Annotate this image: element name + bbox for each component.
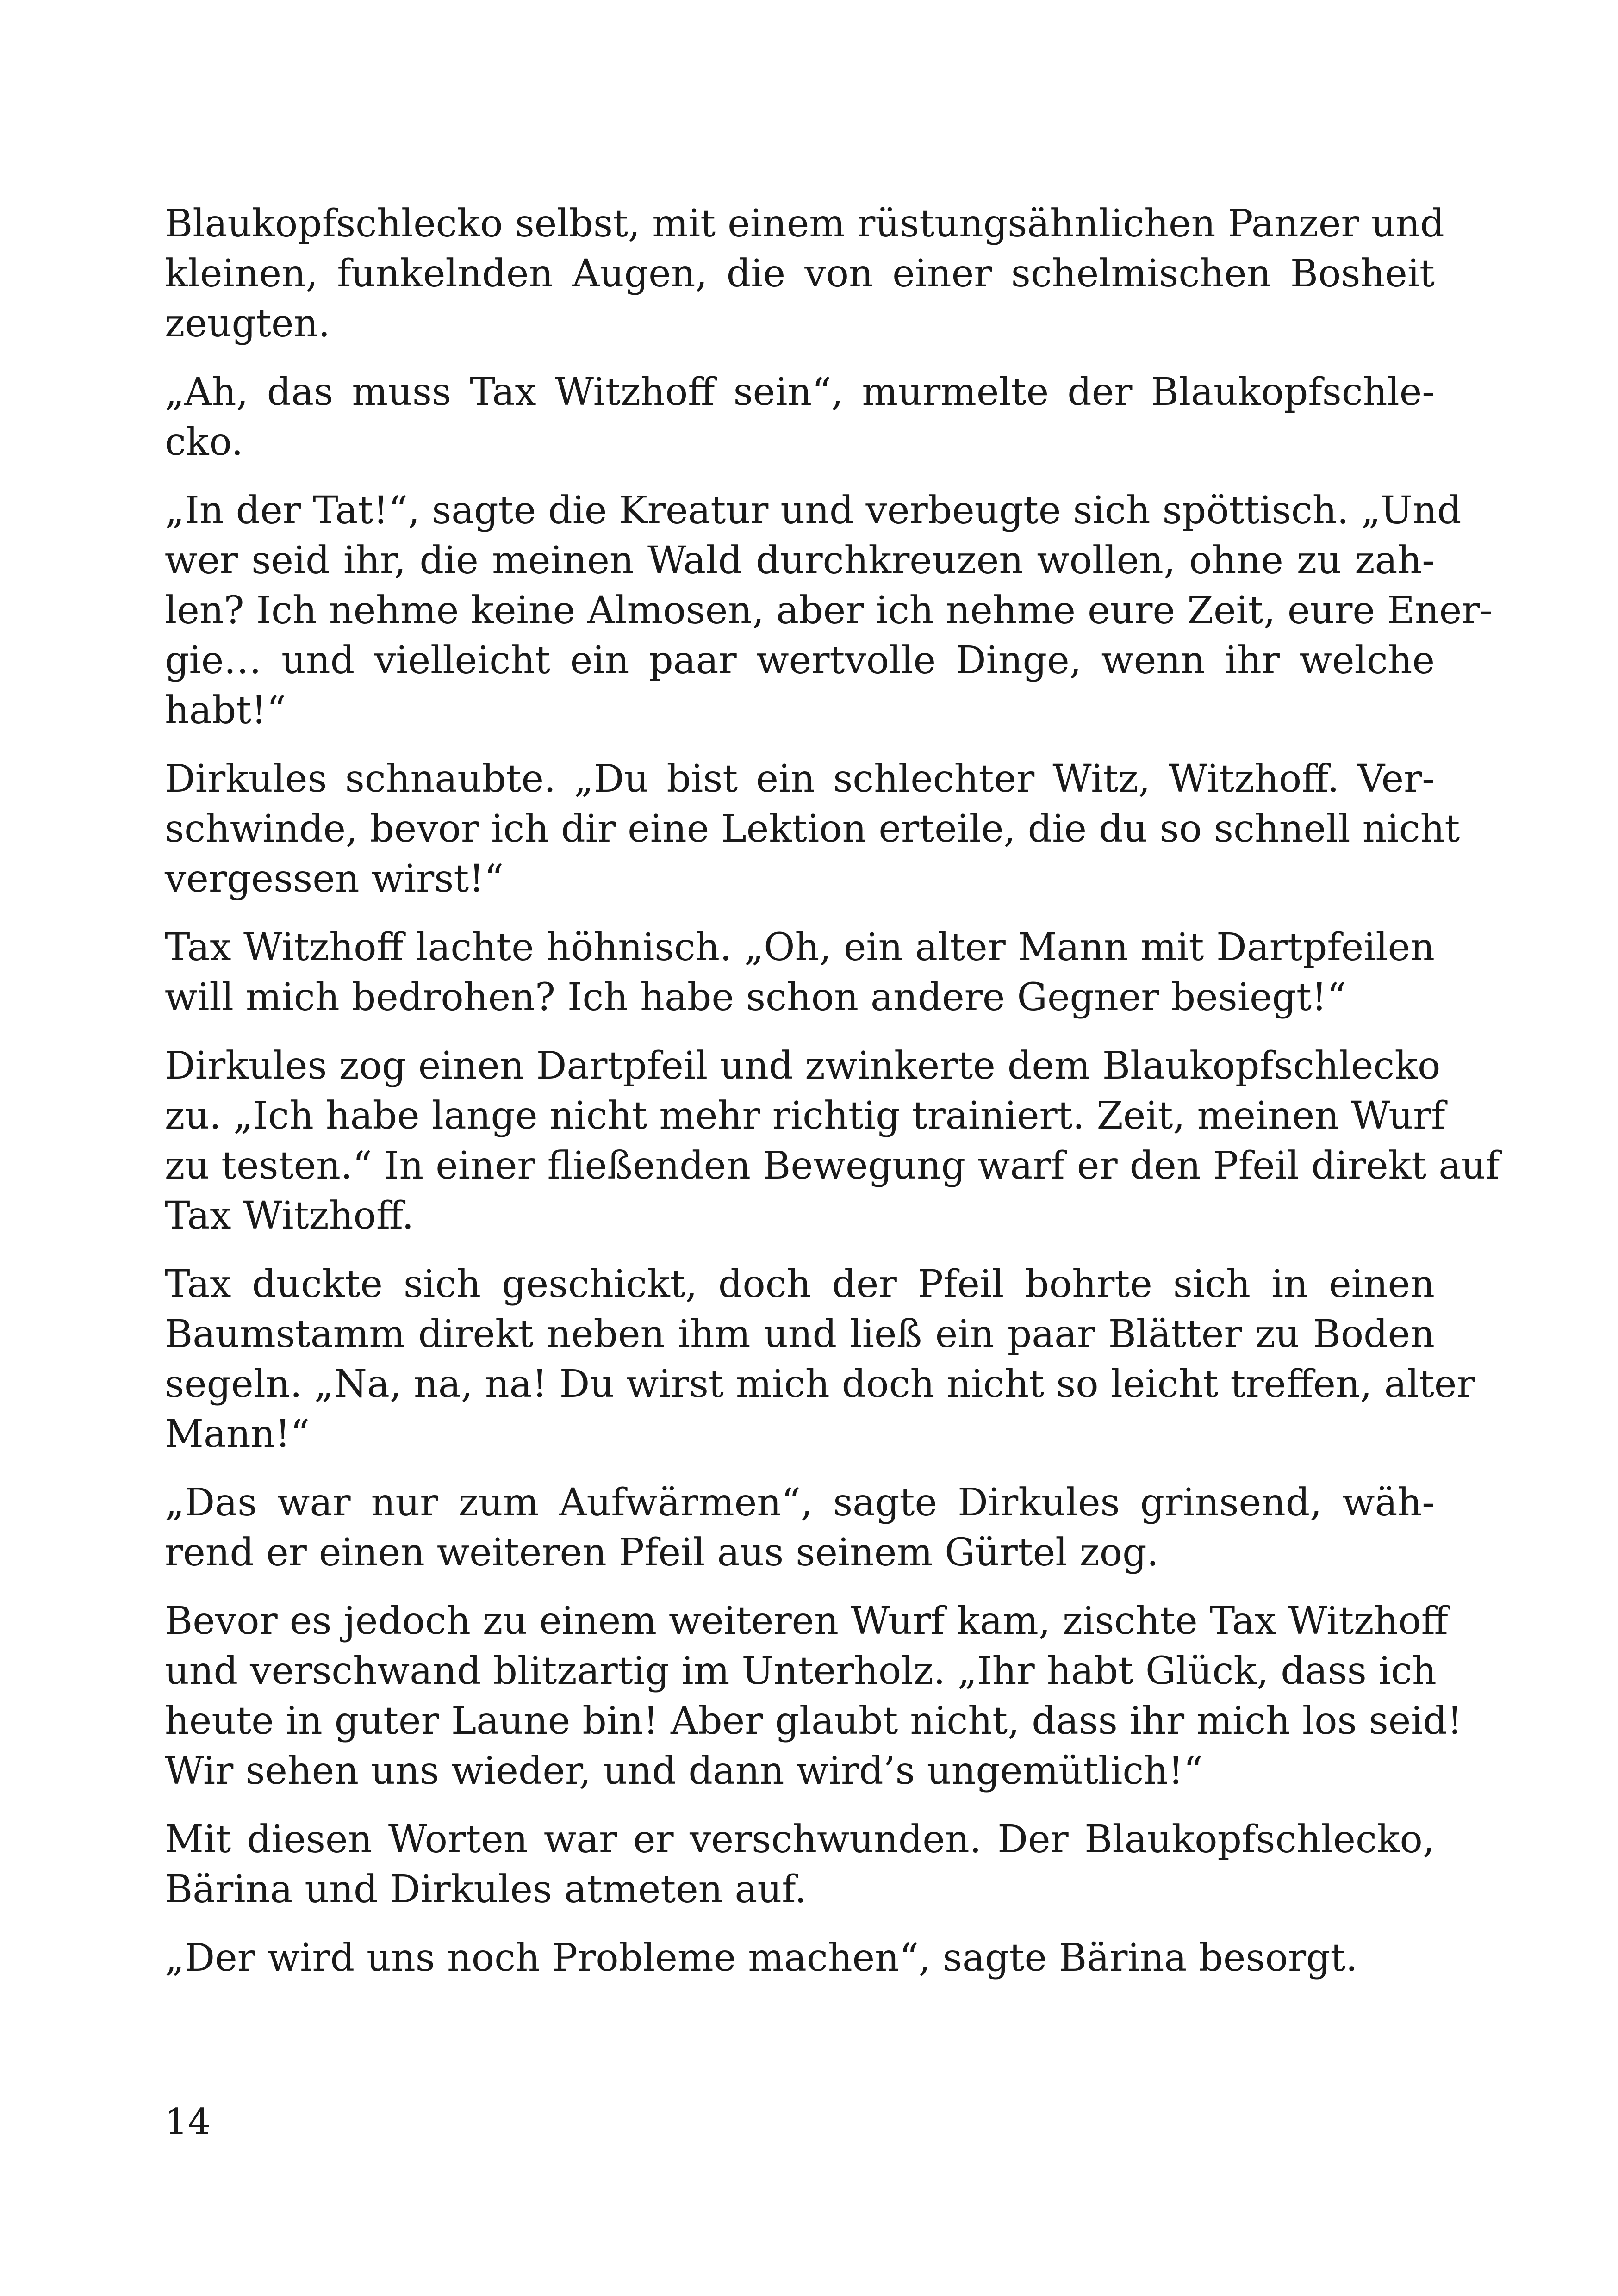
text-line: wer seid ihr, die meinen Wald durchkreuzen wollen, ohne zu zah-: [165, 539, 1435, 583]
text-line: Tax Witzhoff lachte höhnisch. „Oh, ein alter Mann mit Dartpfeilen: [165, 925, 1435, 969]
paragraph: [165, 199, 1444, 349]
text-line: Bärina und Dirkules atmeten auf.: [165, 1868, 807, 1911]
text-line: Tax duckte sich geschickt, doch der Pfeil bohrte sich in einen: [165, 1262, 1435, 1306]
body-text: [165, 199, 1500, 2002]
text-line: Dirkules zog einen Dartpfeil und zwinkerte dem Blaukopfschlecko: [165, 1044, 1441, 1088]
text-line: zu testen.“ In einer fließenden Bewegung warf er den Pfeil direkt auf: [165, 1144, 1500, 1188]
text-line: und verschwand blitzartig im Unterholz. „Ihr habt Glück, dass ich: [165, 1649, 1437, 1693]
text-line: zeugten.: [165, 302, 330, 346]
text-line: Baumstamm direkt neben ihm und ließ ein paar Blätter zu Boden: [165, 1312, 1435, 1356]
text-line: „In der Tat!“, sagte die Kreatur und verbeugte sich spöttisch. „Und: [165, 489, 1462, 533]
text-line: Mit diesen Worten war er verschwunden. Der Blaukopfschlecko,: [165, 1818, 1435, 1862]
text-line: Bevor es jedoch zu einem weiteren Wurf kam, zischte Tax Witzhoff: [165, 1599, 1448, 1643]
paragraph: [165, 1933, 1435, 1983]
text-line: „Das war nur zum Aufwärmen“, sagte Dirkules grinsend, wäh-: [165, 1481, 1435, 1525]
text-line: „Der wird uns noch Probleme machen“, sagte Bärina besorgt.: [165, 1936, 1358, 1980]
paragraph: [165, 486, 1493, 736]
paragraph: [165, 1815, 1435, 1915]
text-line: Wir sehen uns wieder, und dann wird’s ungemütlich!“: [165, 1749, 1203, 1793]
text-line: kleinen, funkelnden Augen, die von einer schelmischen Bosheit: [165, 252, 1435, 296]
paragraph: [165, 1041, 1500, 1241]
text-line: len? Ich nehme keine Almosen, aber ich nehme eure Zeit, eure Ener-: [165, 589, 1493, 633]
text-line: zu. „Ich habe lange nicht mehr richtig trainiert. Zeit, meinen Wurf: [165, 1094, 1445, 1138]
paragraph: [165, 754, 1460, 904]
text-line: Dirkules schnaubte. „Du bist ein schlechter Witz, Witzhoff. Ver-: [165, 757, 1435, 801]
text-line: gie… und vielleicht ein paar wertvolle Dinge, wenn ihr welche: [165, 639, 1435, 683]
paragraph: [165, 1478, 1435, 1578]
text-line: Blaukopfschlecko selbst, mit einem rüstungsähnlichen Panzer und: [165, 202, 1444, 246]
text-line: Mann!“: [165, 1412, 310, 1456]
text-line: „Ah, das muss Tax Witzhoff sein“, murmelte der Blaukopfschle-: [165, 370, 1435, 414]
paragraph: [165, 1260, 1475, 1459]
text-line: rend er einen weiteren Pfeil aus seinem Gürtel zog.: [165, 1531, 1159, 1575]
paragraph: [165, 923, 1435, 1023]
text-line: heute in guter Laune bin! Aber glaubt nicht, dass ihr mich los seid!: [165, 1699, 1462, 1743]
text-line: schwinde, bevor ich dir eine Lektion erteile, die du so schnell nicht: [165, 807, 1460, 851]
paragraph: [165, 1596, 1462, 1796]
paragraph: [165, 367, 1435, 467]
text-line: segeln. „Na, na, na! Du wirst mich doch nicht so leicht treffen, alter: [165, 1362, 1475, 1406]
text-line: vergessen wirst!“: [165, 857, 504, 901]
text-line: cko.: [165, 420, 243, 464]
text-line: Tax Witzhoff.: [165, 1194, 414, 1238]
text-line: will mich bedrohen? Ich habe schon andere Gegner besiegt!“: [165, 975, 1346, 1019]
text-line: habt!“: [165, 689, 286, 732]
page-number: 14: [165, 2101, 211, 2143]
